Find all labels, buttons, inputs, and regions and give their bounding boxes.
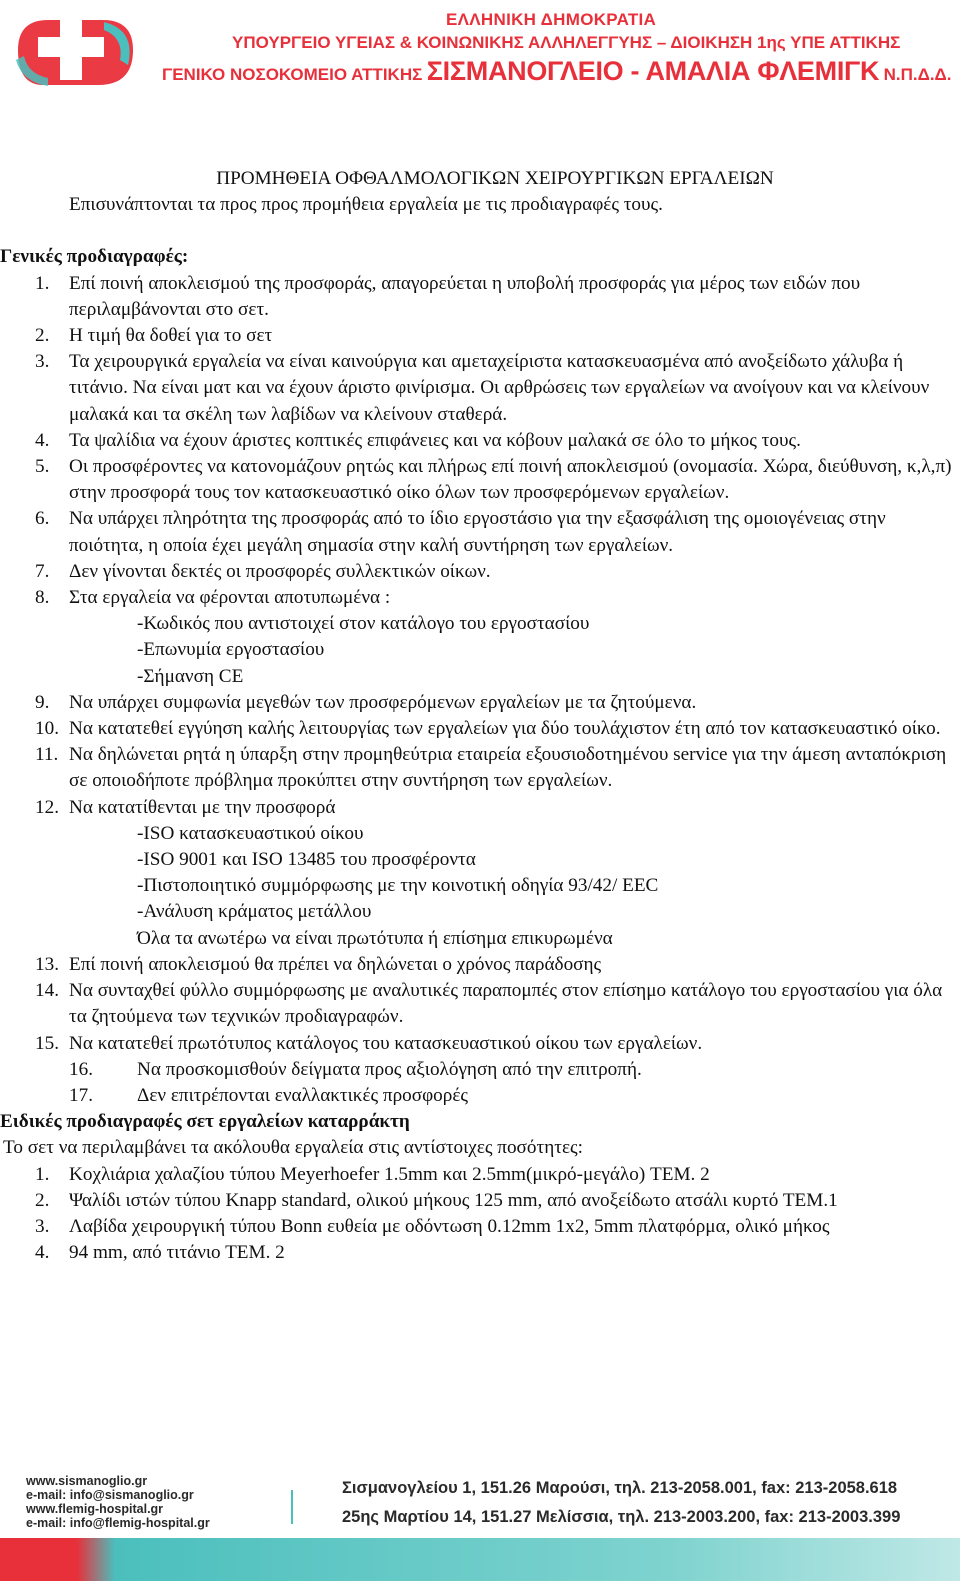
general-spec-item bbox=[0, 323, 960, 349]
footer-address-melissia: 25ης Μαρτίου 14, 151.27 Μελίσσια, τηλ. 213-2003.200, fax: 213-2003.399 bbox=[342, 1508, 901, 1526]
general-spec-item-number: 2. bbox=[35, 325, 50, 347]
header-hospital-abbr: Ν.Π.Δ.Δ. bbox=[883, 65, 952, 84]
header-hospital-name: ΣΙΣΜΑΝΟΓΛΕΙΟ - ΑΜΑΛΙΑ ΦΛΕΜΙΓΚ bbox=[426, 56, 880, 86]
general-spec-item-text: Να υπάρχει συμφωνία μεγεθών των προσφερόμενων εργαλείων με τα ζητούμενα. bbox=[69, 691, 697, 713]
general-spec-item-number: 4. bbox=[35, 429, 50, 451]
special-spec-item-number: 4. bbox=[35, 1242, 50, 1264]
general-spec-item bbox=[0, 349, 960, 428]
general-spec-item-text: Τα ψαλίδια να έχουν άριστες κοπτικές επιφάνειες και να κόβουν μαλακά σε όλο το μήκος τους. bbox=[69, 429, 801, 451]
general-spec-item-text: Να κατατεθεί πρωτότυπος κατάλογος του κατασκευαστικού οίκου των εργαλείων. bbox=[69, 1032, 703, 1054]
general-spec-item-text: Να προσκομισθούν δείγματα προς αξιολόγηση από την επιτροπή. bbox=[137, 1058, 642, 1080]
special-spec-item bbox=[0, 1240, 960, 1266]
general-spec-item-text: Επί ποινή αποκλεισμού θα πρέπει να δηλώνεται ο χρόνος παράδοσης bbox=[69, 953, 602, 975]
general-spec-item-text: Να κατατεθεί εγγύηση καλής λειτουργίας των εργαλείων για δύο τουλάχιστον έτη από τον κατασκευαστικό οίκο. bbox=[69, 718, 941, 740]
header-country: ΕΛΛΗΝΙΚΗ ΔΗΜΟΚΡΑΤΙΑ bbox=[446, 10, 657, 29]
general-spec-item-number: 17. bbox=[69, 1084, 93, 1106]
general-spec-item-text: Να δηλώνεται ρητά η ύπαρξη στην προμηθεύτρια εταιρεία εξουσιοδοτημένου service για την άμεση ανταπόκριση σε οποιοδήποτε πρόβλημα προκύπτει στην συντήρηση των εργαλείων. bbox=[69, 744, 947, 792]
general-spec-item bbox=[0, 559, 960, 585]
hospital-cross-logo bbox=[8, 10, 138, 90]
general-spec-item-number: 13. bbox=[35, 953, 59, 975]
general-spec-item-number: 1. bbox=[35, 272, 50, 294]
header-ministry: ΥΠΟΥΡΓΕΙΟ ΥΓΕΙΑΣ & ΚΟΙΝΩΝΙΚΗΣ ΑΛΛΗΛΕΓΓΥΗΣ – ΔΙΟΙΚΗΣΗ 1ης ΥΠΕ ΑΤΤΙΚΗΣ bbox=[232, 33, 901, 52]
general-spec-item-text: Να συνταχθεί φύλλο συμμόρφωσης με αναλυτικές παραπομπές στον επίσημο κατάλογο του εργοστασίου για όλα τα ζητούμενα των τεχνικών προδιαγραφών. bbox=[69, 980, 943, 1028]
footer-addresses bbox=[342, 1474, 900, 1532]
item12-sub: -ISO 9001 και ISO 13485 του προσφέροντα bbox=[137, 849, 476, 871]
general-spec-item-number: 8. bbox=[35, 587, 50, 609]
general-spec-item bbox=[0, 742, 960, 794]
special-spec-item bbox=[0, 1162, 960, 1188]
general-spec-item-text: Να κατατίθενται με την προσφορά bbox=[69, 796, 336, 818]
footer bbox=[0, 1460, 960, 1581]
footer-email-flemig: e-mail: info@flemig-hospital.gr bbox=[26, 1516, 210, 1530]
general-spec-item-number: 11. bbox=[35, 744, 59, 766]
special-specs-heading: Ειδικές προδιαγραφές σετ εργαλείων καταρράκτη bbox=[0, 1111, 410, 1133]
special-spec-item-text: 94 mm, από τιτάνιο ΤΕΜ. 2 bbox=[69, 1242, 285, 1264]
general-spec-item bbox=[0, 271, 960, 323]
special-spec-item bbox=[0, 1214, 960, 1240]
general-spec-item bbox=[0, 978, 960, 1030]
general-spec-item bbox=[0, 716, 960, 742]
item8-sub: -Κωδικός που αντιστοιχεί στον κατάλογο του εργοστασίου bbox=[137, 613, 590, 635]
general-spec-item bbox=[0, 1083, 960, 1109]
document-body bbox=[0, 166, 960, 1266]
general-spec-item bbox=[0, 690, 960, 716]
item8-sub: -Σήμανση CE bbox=[137, 665, 244, 687]
general-spec-item bbox=[0, 795, 960, 821]
general-spec-item bbox=[0, 952, 960, 978]
footer-divider bbox=[291, 1490, 293, 1524]
footer-color-band bbox=[0, 1538, 960, 1581]
general-spec-item-text: Να υπάρχει πληρότητα της προσφοράς από το ίδιο εργοστάσιο για την εξασφάλιση της ομοιογένειας στην ποιότητα, η οποία έχει μεγάλη σημασία στην καλή συντήρηση των εργαλείων. bbox=[69, 508, 886, 556]
item12-sub: Όλα τα ανωτέρω να είναι πρωτότυπα ή επίσημα επικυρωμένα bbox=[137, 927, 613, 949]
footer-address-maroussi: Σισμανογλείου 1, 151.26 Μαρούσι, τηλ. 213-2058.001, fax: 213-2058.618 bbox=[342, 1479, 898, 1497]
special-spec-item-number: 2. bbox=[35, 1189, 50, 1211]
general-spec-item-text: Οι προσφέροντες να κατονομάζουν ρητώς και πλήρως επί ποινή αποκλεισμού (ονομασία. Χώρα, διεύθυνση, κ,λ,π) στην προσφορά τους τον κατασκευαστικό οίκο όλων των προσφερόμενων εργαλείων. bbox=[69, 456, 952, 504]
intro-text: Επισυνάπτονται τα προς προς προμήθεια εργαλεία με τις προδιαγραφές τους. bbox=[69, 194, 663, 216]
footer-contacts bbox=[26, 1474, 210, 1530]
general-spec-item-text: Στα εργαλεία να φέρονται αποτυπωμένα : bbox=[69, 587, 391, 609]
general-spec-item-number: 7. bbox=[35, 560, 50, 582]
general-spec-item bbox=[0, 1031, 960, 1057]
special-spec-item bbox=[0, 1188, 960, 1214]
footer-web-flemig: www.flemig-hospital.gr bbox=[26, 1502, 164, 1516]
header-hospital bbox=[162, 56, 952, 87]
special-spec-item-number: 1. bbox=[35, 1163, 50, 1185]
general-specs-heading: Γενικές προδιαγραφές: bbox=[0, 246, 189, 268]
footer-web-sismanoglio: www.sismanoglio.gr bbox=[26, 1474, 148, 1488]
item8-sub: -Επωνυμία εργοστασίου bbox=[137, 639, 325, 661]
item12-sub: -ISO κατασκευαστικού οίκου bbox=[137, 822, 364, 844]
general-spec-item-text: Δεν επιτρέπονται εναλλακτικές προσφορές bbox=[137, 1084, 469, 1106]
letterhead bbox=[0, 0, 960, 100]
general-spec-item-number: 9. bbox=[35, 691, 50, 713]
general-spec-item-number: 15. bbox=[35, 1032, 59, 1054]
special-specs-intro: Το σετ να περιλαμβάνει τα ακόλουθα εργαλεία στις αντίστοιχες ποσότητες: bbox=[3, 1137, 583, 1159]
general-spec-item-text: Επί ποινή αποκλεισμού της προσφοράς, απαγορεύεται η υποβολή προσφοράς για μέρος των ειδών που περιλαμβάνονται στο σετ. bbox=[69, 272, 861, 320]
header-hospital-prefix: ΓΕΝΙΚΟ ΝΟΣΟΚΟΜΕΙΟ ΑΤΤΙΚΗΣ bbox=[162, 65, 423, 84]
general-spec-item-text: Η τιμή θα δοθεί για το σετ bbox=[69, 325, 273, 347]
special-spec-item-number: 3. bbox=[35, 1215, 50, 1237]
general-spec-item bbox=[0, 1057, 960, 1083]
item12-sub: -Ανάλυση κράματος μετάλλου bbox=[137, 901, 372, 923]
general-spec-item bbox=[0, 454, 960, 506]
page-title: ΠΡΟΜΗΘΕΙΑ ΟΦΘΑΛΜΟΛΟΓΙΚΩΝ ΧΕΙΡΟΥΡΓΙΚΩΝ ΕΡΓΑΛΕΙΩΝ bbox=[216, 168, 774, 189]
general-spec-item-text: Τα χειρουργικά εργαλεία να είναι καινούργια και αμεταχείριστα κατασκευασμένα από ανοξείδωτο χάλυβα ή τιτάνιο. Να είναι ματ και να έχουν άριστο φινίρισμα. Οι αρθρώσεις των εργαλείων να ανοίγουν και να κλείνουν μαλακά και τα σκέλη των λαβίδων να κλείνουν σταθερά. bbox=[69, 351, 930, 425]
general-spec-item-number: 10. bbox=[35, 718, 59, 740]
general-spec-item-number: 6. bbox=[35, 508, 50, 530]
special-spec-item-text: Λαβίδα χειρουργική τύπου Bonn ευθεία με οδόντωση 0.12mm 1x2, 5mm πλατφόρμα, ολικό μήκος bbox=[69, 1215, 830, 1237]
general-spec-item-number: 14. bbox=[35, 980, 59, 1002]
general-spec-item-text: Δεν γίνονται δεκτές οι προσφορές συλλεκτικών οίκων. bbox=[69, 560, 491, 582]
general-spec-item-number: 5. bbox=[35, 456, 50, 478]
general-spec-item bbox=[0, 585, 960, 611]
special-spec-item-text: Ψαλίδι ιστών τύπου Knapp standard, ολικού μήκους 125 mm, από ανοξείδωτο ατσάλι κυρτό ΤΕΜ.1 bbox=[69, 1189, 838, 1211]
item12-sub: -Πιστοποιητικό συμμόρφωσης με την κοινοτική οδηγία 93/42/ EEC bbox=[137, 875, 659, 897]
general-spec-item-number: 16. bbox=[69, 1058, 93, 1080]
general-spec-item-number: 12. bbox=[35, 796, 59, 818]
general-spec-item bbox=[0, 428, 960, 454]
general-spec-item bbox=[0, 506, 960, 558]
special-spec-item-text: Κοχλιάρια χαλαζίου τύπου Meyerhoefer 1.5mm και 2.5mm(μικρό-μεγάλο) ΤΕΜ. 2 bbox=[69, 1163, 710, 1185]
general-spec-item-number: 3. bbox=[35, 351, 50, 373]
footer-email-sismanoglio: e-mail: info@sismanoglio.gr bbox=[26, 1488, 194, 1502]
